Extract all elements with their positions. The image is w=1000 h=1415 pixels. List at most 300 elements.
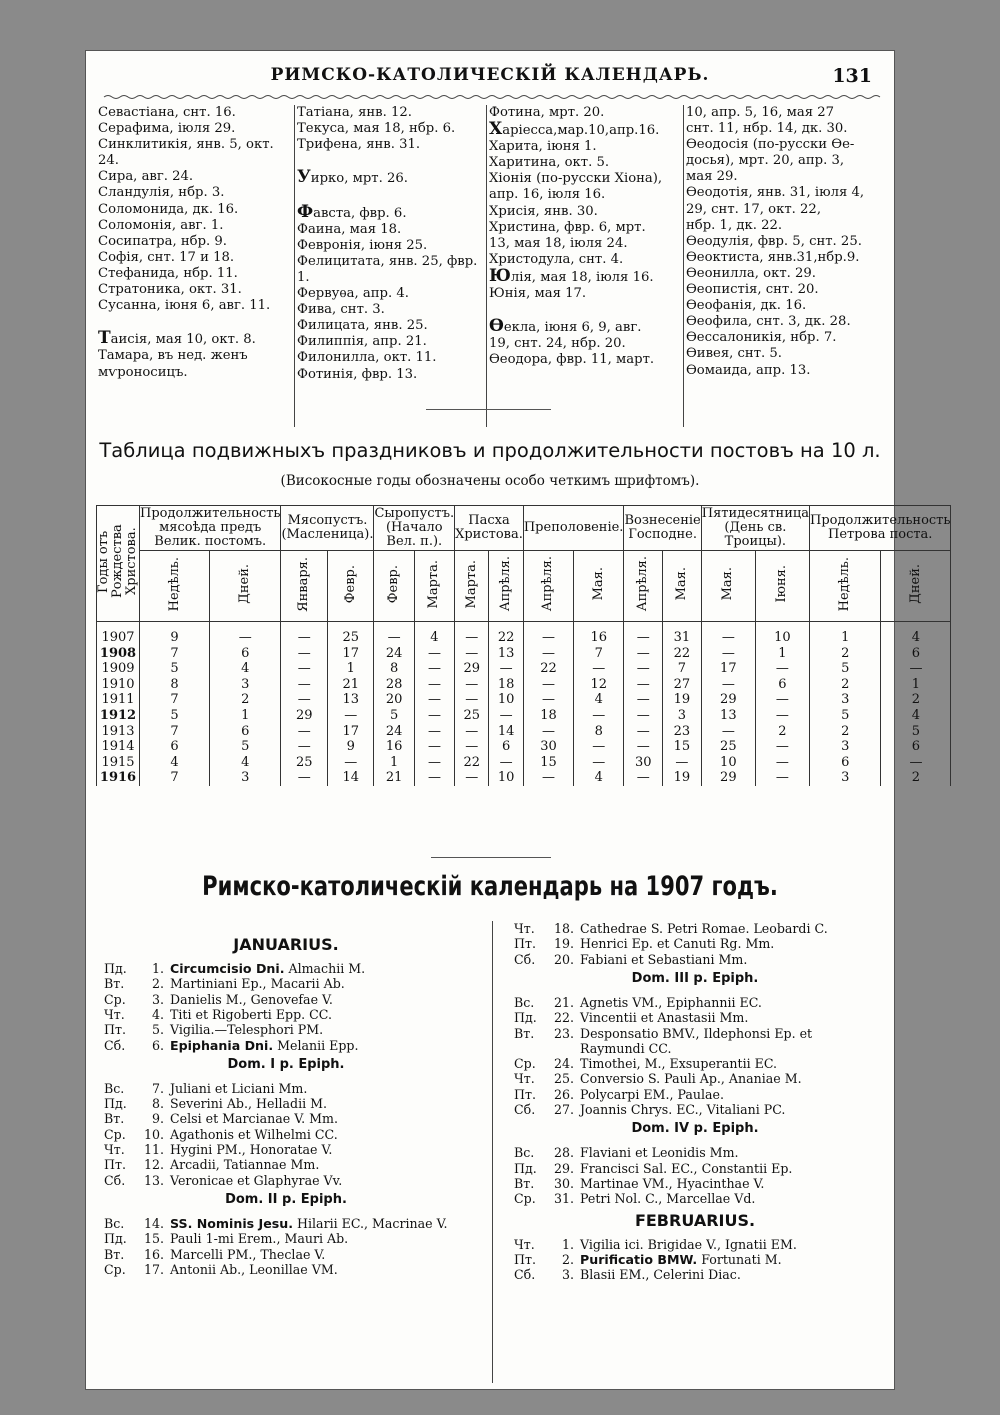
- name-entry: [297, 153, 482, 169]
- initial-letter: Ф: [297, 201, 314, 222]
- name-text: апр. 16, іюля 16.: [489, 187, 606, 203]
- name-entry: [686, 137, 886, 153]
- name-entry: [98, 234, 290, 250]
- table-cell: —: [455, 646, 489, 662]
- saints-text: Vincentii et Anastasii Mm.: [580, 1010, 749, 1026]
- table-cell: 17: [701, 661, 755, 677]
- table-cell: 3: [809, 692, 880, 708]
- name-entry: [98, 105, 290, 121]
- name-entry: [489, 105, 679, 121]
- table-cell: 9: [140, 622, 210, 646]
- table-cell: —: [414, 708, 454, 724]
- name-entry: [98, 250, 290, 266]
- day-number: 8.: [151, 1096, 164, 1112]
- table-cell: 22: [523, 661, 573, 677]
- calendar-day: [514, 1056, 777, 1071]
- table-cell: —: [489, 661, 523, 677]
- name-entry: [297, 121, 482, 137]
- table-cell: —: [281, 646, 328, 662]
- name-entry: [489, 336, 679, 352]
- weekday: Сб.: [514, 1102, 536, 1117]
- table-cell: —: [624, 739, 663, 755]
- name-entry: [686, 250, 886, 266]
- table-cell: 18: [523, 708, 573, 724]
- table-cell: 12: [574, 677, 624, 693]
- calendar-day: [514, 1087, 724, 1102]
- table-cell: —: [755, 708, 809, 724]
- calendar-day: [104, 1157, 319, 1172]
- table-cell: 23: [663, 724, 702, 740]
- weekday: Вт.: [514, 1175, 535, 1191]
- day-number: 26.: [553, 1086, 574, 1102]
- saints-text: Veronicae et Glaphyrae Vv.: [170, 1172, 343, 1188]
- weekday: Чт.: [514, 1236, 535, 1252]
- weekday: Вт.: [104, 1111, 125, 1127]
- table-cell: —: [881, 661, 951, 677]
- name-text: Филонилла, окт. 11.: [297, 350, 437, 366]
- name-entry: [686, 234, 886, 250]
- table-cell: —: [489, 755, 523, 771]
- name-entry: [489, 171, 679, 187]
- group-header: Вознесеніе Господне.: [624, 506, 701, 551]
- table-cell: 25: [701, 739, 755, 755]
- calendar-title: Римско-католическій календарь на 1907 годъ.: [202, 871, 778, 902]
- saints-text: Martiniani Ep., Macarii Ab.: [170, 976, 345, 992]
- name-text: Текуса, мая 18, нбр. 6.: [297, 121, 456, 137]
- name-text: [297, 153, 301, 168]
- saints-text: Almachii M.: [284, 961, 366, 976]
- calendar-day: [104, 1247, 325, 1262]
- name-entry: [686, 218, 886, 234]
- column-subheader: Апрѣля.: [523, 551, 573, 622]
- table-cell: 29: [701, 692, 755, 708]
- name-entry: [297, 254, 482, 270]
- table-cell: 6: [210, 646, 281, 662]
- table-cell: 6: [210, 724, 281, 740]
- column-divider: [294, 105, 295, 427]
- calendar-day: [104, 1216, 448, 1231]
- calendar-day: [104, 961, 365, 976]
- name-entry: [297, 238, 482, 254]
- saints-text: Petri Nol. C., Marcellae Vd.: [580, 1191, 756, 1207]
- name-text: Сира, авг. 24.: [98, 169, 194, 185]
- table-cell: —: [414, 724, 454, 740]
- table-row: [97, 661, 951, 677]
- table-cell: —: [281, 739, 328, 755]
- table-cell: 4: [881, 622, 951, 646]
- name-entry: [98, 153, 290, 169]
- calendar-day: [514, 1161, 792, 1176]
- saints-text: Agathonis et Wilhelmi CC.: [170, 1126, 338, 1142]
- table-cell: —: [755, 692, 809, 708]
- table-row: [97, 677, 951, 693]
- name-text: Сландулія, нбр. 3.: [98, 185, 225, 201]
- name-entry: [686, 330, 886, 346]
- day-number: 28.: [553, 1145, 574, 1161]
- page-number: 131: [832, 65, 872, 87]
- table-cell: —: [755, 661, 809, 677]
- calendar-day: [104, 976, 345, 991]
- weekday: Чт.: [514, 1071, 535, 1087]
- table-cell: 2: [809, 724, 880, 740]
- table-cell: 22: [455, 755, 489, 771]
- day-number: 31.: [553, 1191, 574, 1207]
- table-cell: —: [574, 755, 624, 771]
- year-cell: 1909: [97, 661, 140, 677]
- weekday: Сб.: [514, 1267, 536, 1283]
- table-cell: —: [755, 770, 809, 786]
- year-cell: 1907: [97, 622, 140, 646]
- group-header: Пятидесятница (День св. Троицы).: [701, 506, 809, 549]
- table-cell: 8: [574, 724, 624, 740]
- name-entry: [297, 222, 482, 238]
- weekday: Пт.: [514, 1086, 536, 1102]
- weekday: Сб.: [104, 1037, 126, 1053]
- name-text: 24.: [98, 153, 119, 169]
- weekday: Вт.: [104, 976, 125, 992]
- table-cell: 19: [663, 770, 702, 786]
- day-number: 20.: [553, 951, 574, 967]
- table-cell: 16: [574, 622, 624, 646]
- day-number: 3.: [151, 991, 164, 1007]
- name-text: Фервуѳа, апр. 4.: [297, 286, 409, 302]
- saints-text: Antonii Ab., Leonillae VM.: [170, 1261, 338, 1277]
- day-number: 24.: [553, 1056, 574, 1072]
- table-cell: —: [327, 708, 374, 724]
- name-text: 19, снт. 24, нбр. 20.: [489, 336, 626, 352]
- year-cell: 1911: [97, 692, 140, 708]
- name-entry: [686, 363, 886, 379]
- table-cell: 4: [414, 622, 454, 646]
- table-cell: 30: [523, 739, 573, 755]
- short-rule: [431, 857, 551, 858]
- table-cell: 7: [140, 770, 210, 786]
- column-subheader: Недѣль.: [809, 551, 880, 622]
- name-text: Ѳеоктиста, янв.31,нбр.9.: [686, 249, 860, 265]
- name-text: Ѳеодотія, янв. 31, іюля 4,: [686, 185, 865, 201]
- table-cell: 29: [455, 661, 489, 677]
- calendar-day: [514, 921, 828, 936]
- weekday: Сб.: [514, 951, 536, 967]
- name-text: Христина, фвр. 6, мрт.: [489, 219, 646, 235]
- table-cell: 8: [140, 677, 210, 693]
- name-text: авста, фвр. 6.: [313, 205, 407, 221]
- table-cell: —: [414, 739, 454, 755]
- table-cell: 4: [210, 755, 281, 771]
- calendar-day: [514, 1237, 797, 1252]
- table-cell: —: [281, 692, 328, 708]
- table-cell: 5: [881, 724, 951, 740]
- sunday-heading: Dom. II p. Epiph.: [225, 1191, 347, 1207]
- initial-letter: Ѳ: [489, 316, 504, 337]
- group-header: Сыропустъ. (Начало Вел. п.).: [374, 506, 455, 549]
- name-entry: [98, 314, 290, 330]
- year-cell: 1912: [97, 708, 140, 724]
- sunday-heading: Dom. I p. Epiph.: [227, 1056, 345, 1072]
- table-cell: 22: [663, 646, 702, 662]
- year-cell: 1910: [97, 677, 140, 693]
- table-cell: 1: [327, 661, 374, 677]
- column-subheader: Іюня.: [755, 551, 809, 622]
- name-entry: [98, 121, 290, 137]
- table-cell: —: [701, 724, 755, 740]
- column-divider: [492, 921, 493, 1383]
- saints-text: Martinae VM., Hyacinthae V.: [580, 1175, 765, 1191]
- table-cell: 2: [881, 770, 951, 786]
- name-entry: [297, 367, 482, 383]
- name-text: 10, апр. 5, 16, мая 27: [686, 105, 834, 120]
- weekday: Вт.: [104, 1246, 125, 1262]
- calendar-day: [514, 1010, 748, 1025]
- table-cell: 2: [809, 677, 880, 693]
- name-entry: [686, 202, 886, 218]
- table-cell: —: [624, 724, 663, 740]
- weekday: Пт.: [104, 1022, 126, 1038]
- table-cell: —: [374, 622, 414, 646]
- table-cell: —: [701, 622, 755, 646]
- name-text: Филиппія, апр. 21.: [297, 334, 427, 350]
- name-entry: [98, 137, 290, 153]
- weekday: Пт.: [104, 1157, 126, 1173]
- table-cell: 10: [755, 622, 809, 646]
- table-cell: 6: [489, 739, 523, 755]
- table-cell: —: [624, 661, 663, 677]
- calendar-day: [514, 995, 762, 1010]
- name-entry: [297, 302, 482, 318]
- weekday: Ср.: [514, 1191, 536, 1207]
- day-number: 13.: [143, 1172, 164, 1188]
- day-number: 7.: [151, 1080, 164, 1096]
- name-text: Хіонія (по-русски Хіона),: [489, 171, 663, 187]
- weekday: Чт.: [104, 1006, 125, 1022]
- table-cell: 10: [489, 692, 523, 708]
- calendar-day: [104, 992, 333, 1007]
- saints-text: Henrici Ep. et Canuti Rg. Mm.: [580, 936, 775, 952]
- weekday: Пд.: [104, 1231, 127, 1247]
- table-row: [97, 708, 951, 724]
- table-cell: 5: [210, 739, 281, 755]
- names-column-4: [686, 105, 886, 379]
- table-cell: —: [523, 622, 573, 646]
- name-entry: [686, 121, 886, 137]
- name-text: Сусанна, іюня 6, авг. 11.: [98, 298, 271, 314]
- calendar-day: [514, 1071, 802, 1086]
- saints-text: Flaviani et Leonidis Mm.: [580, 1145, 739, 1161]
- name-text: Севастіана, снт. 16.: [98, 105, 236, 120]
- table-cell: 8: [374, 661, 414, 677]
- name-entry: [98, 202, 290, 218]
- table-cell: 7: [663, 661, 702, 677]
- table-cell: —: [881, 755, 951, 771]
- name-entry: [686, 346, 886, 362]
- name-text: Ѳеодулія, фвр. 5, снт. 25.: [686, 233, 862, 249]
- name-entry: [489, 265, 679, 286]
- name-entry: [297, 286, 482, 302]
- name-entry: [686, 298, 886, 314]
- name-text: аисія, мая 10, окт. 8.: [110, 332, 256, 348]
- day-number: 2.: [151, 976, 164, 992]
- name-text: Соломонида, дк. 16.: [98, 201, 239, 217]
- saints-text: Titi et Rigoberti Epp. CC.: [170, 1006, 332, 1022]
- movable-feasts-table: [96, 505, 951, 786]
- names-column-2: [297, 105, 482, 383]
- day-number: 27.: [553, 1102, 574, 1117]
- feast-name: Purificatio BMW.: [580, 1251, 698, 1267]
- column-subheader: Дней.: [210, 551, 281, 622]
- table-cell: 6: [881, 739, 951, 755]
- saints-text: Hygini PM., Honoratae V.: [170, 1142, 333, 1157]
- table-cell: 25: [455, 708, 489, 724]
- year-header: Годы отъ Рождества Христова.: [97, 506, 140, 622]
- running-title: РИМСКО-КАТОЛИЧЕСКІЙ КАЛЕНДАРЬ.: [270, 65, 710, 85]
- table-cell: 6: [755, 677, 809, 693]
- name-entry: [489, 187, 679, 203]
- table-cell: 2: [755, 724, 809, 740]
- weekday: Вт.: [514, 1025, 535, 1041]
- table-cell: —: [663, 755, 702, 771]
- table-cell: —: [281, 661, 328, 677]
- day-number: 22.: [553, 1010, 574, 1026]
- table-title: Таблица подвижныхъ праздниковъ и продолжительности постовъ на 10 л.: [99, 439, 881, 462]
- table-cell: 24: [374, 724, 414, 740]
- table-cell: 16: [374, 739, 414, 755]
- table-row: [97, 646, 951, 662]
- table-cell: 6: [809, 755, 880, 771]
- year-cell: 1913: [97, 724, 140, 740]
- weekday: Ср.: [104, 991, 126, 1007]
- name-entry: [98, 298, 290, 314]
- table-cell: 9: [327, 739, 374, 755]
- table-cell: 19: [663, 692, 702, 708]
- name-text: мѵроносицъ.: [98, 364, 188, 380]
- table-cell: 1: [881, 677, 951, 693]
- table-cell: —: [414, 770, 454, 786]
- table-cell: 21: [374, 770, 414, 786]
- saints-text: Fortunati M.: [697, 1251, 782, 1267]
- day-number: 15.: [143, 1231, 164, 1247]
- table-cell: 22: [489, 622, 523, 646]
- name-text: Фотинія, фвр. 13.: [297, 366, 418, 382]
- day-number: 30.: [553, 1175, 574, 1191]
- weekday: Вс.: [514, 1145, 535, 1161]
- wavy-rule: [104, 93, 876, 101]
- table-cell: —: [624, 677, 663, 693]
- table-cell: 1: [374, 755, 414, 771]
- table-cell: 10: [701, 755, 755, 771]
- table-row: [97, 622, 951, 646]
- name-entry: [297, 169, 482, 187]
- day-number: 25.: [553, 1071, 574, 1087]
- name-entry: [98, 348, 290, 364]
- name-entry: [489, 302, 679, 318]
- calendar-day: [514, 1145, 739, 1160]
- saints-text: Timothei, M., Exsuperantii EC.: [580, 1056, 778, 1072]
- saints-text: Desponsatio BMV., Ildephonsi Ep. et: [580, 1025, 813, 1041]
- initial-letter: У: [297, 167, 311, 188]
- name-text: [297, 187, 301, 202]
- table-cell: —: [574, 708, 624, 724]
- table-cell: 31: [663, 622, 702, 646]
- table-cell: 2: [881, 692, 951, 708]
- name-text: Ѳеопистія, снт. 20.: [686, 282, 819, 298]
- name-entry: [98, 266, 290, 282]
- calendar-day: [104, 1022, 323, 1037]
- table-cell: —: [624, 692, 663, 708]
- table-cell: 1: [809, 622, 880, 646]
- table-cell: —: [624, 646, 663, 662]
- name-text: Фотина, мрт. 20.: [489, 105, 605, 120]
- day-number: 21.: [553, 994, 574, 1010]
- name-text: Стефанида, нбр. 11.: [98, 265, 238, 281]
- column-subheader: Дней.: [881, 551, 951, 622]
- name-entry: [489, 352, 679, 368]
- table-row: [97, 755, 951, 771]
- page-header: [86, 65, 894, 89]
- weekday: Вс.: [104, 1215, 125, 1231]
- saints-text: Agnetis VM., Epiphannii EC.: [580, 994, 762, 1010]
- month-heading: FEBRUARIUS.: [634, 1210, 756, 1230]
- table-cell: 7: [140, 692, 210, 708]
- name-entry: [297, 318, 482, 334]
- column-subheader: Апрѣля.: [489, 551, 523, 622]
- name-text: Трифена, янв. 31.: [297, 137, 421, 153]
- weekday: Пд.: [514, 1160, 537, 1176]
- calendar-day: [104, 1231, 348, 1246]
- weekday: Вс.: [104, 1080, 125, 1096]
- name-entry: [686, 169, 886, 185]
- day-number: 6.: [151, 1037, 164, 1053]
- weekday: Чт.: [104, 1142, 125, 1157]
- name-entry: [489, 236, 679, 252]
- table-row: [97, 724, 951, 740]
- name-entry: [98, 218, 290, 234]
- table-cell: 18: [489, 677, 523, 693]
- day-number: 11.: [143, 1142, 164, 1157]
- table-cell: 17: [327, 646, 374, 662]
- table-cell: 10: [489, 770, 523, 786]
- name-text: мая 29.: [686, 169, 738, 185]
- calendar-day: [514, 1102, 785, 1117]
- table-cell: —: [574, 661, 624, 677]
- feast-name: SS. Nominis Jesu.: [170, 1215, 294, 1231]
- saints-text: Polycarpi EM., Paulae.: [580, 1086, 724, 1102]
- saints-text: Juliani et Liciani Mm.: [170, 1080, 308, 1096]
- table-cell: 15: [663, 739, 702, 755]
- calendar-day: [514, 1252, 782, 1267]
- column-subheader: Февр.: [327, 551, 374, 622]
- name-text: Тамара, въ нед. женъ: [98, 348, 248, 364]
- name-text: Фелицитата, янв. 25, фвр.: [297, 253, 478, 269]
- table-subtitle: (Високосные годы обозначены особо четкимъ шрифтомъ).: [280, 473, 700, 489]
- name-entry: [297, 350, 482, 366]
- column-subheader: Марта.: [414, 551, 454, 622]
- table-cell: —: [523, 724, 573, 740]
- name-text: Ѳессалоникія, нбр. 7.: [686, 330, 837, 346]
- name-text: 1.: [297, 269, 310, 285]
- name-text: Синклитикія, янв. 5, окт.: [98, 137, 274, 153]
- name-entry: [489, 139, 679, 155]
- table-cell: 7: [574, 646, 624, 662]
- table-cell: —: [210, 622, 281, 646]
- weekday: Вс.: [514, 994, 535, 1010]
- initial-letter: Ю: [489, 265, 511, 286]
- day-number: 5.: [151, 1022, 164, 1038]
- document-page: [85, 50, 951, 1390]
- name-entry: [98, 169, 290, 185]
- table-cell: 4: [210, 661, 281, 677]
- table-cell: 5: [374, 708, 414, 724]
- day-number: 14.: [143, 1215, 164, 1231]
